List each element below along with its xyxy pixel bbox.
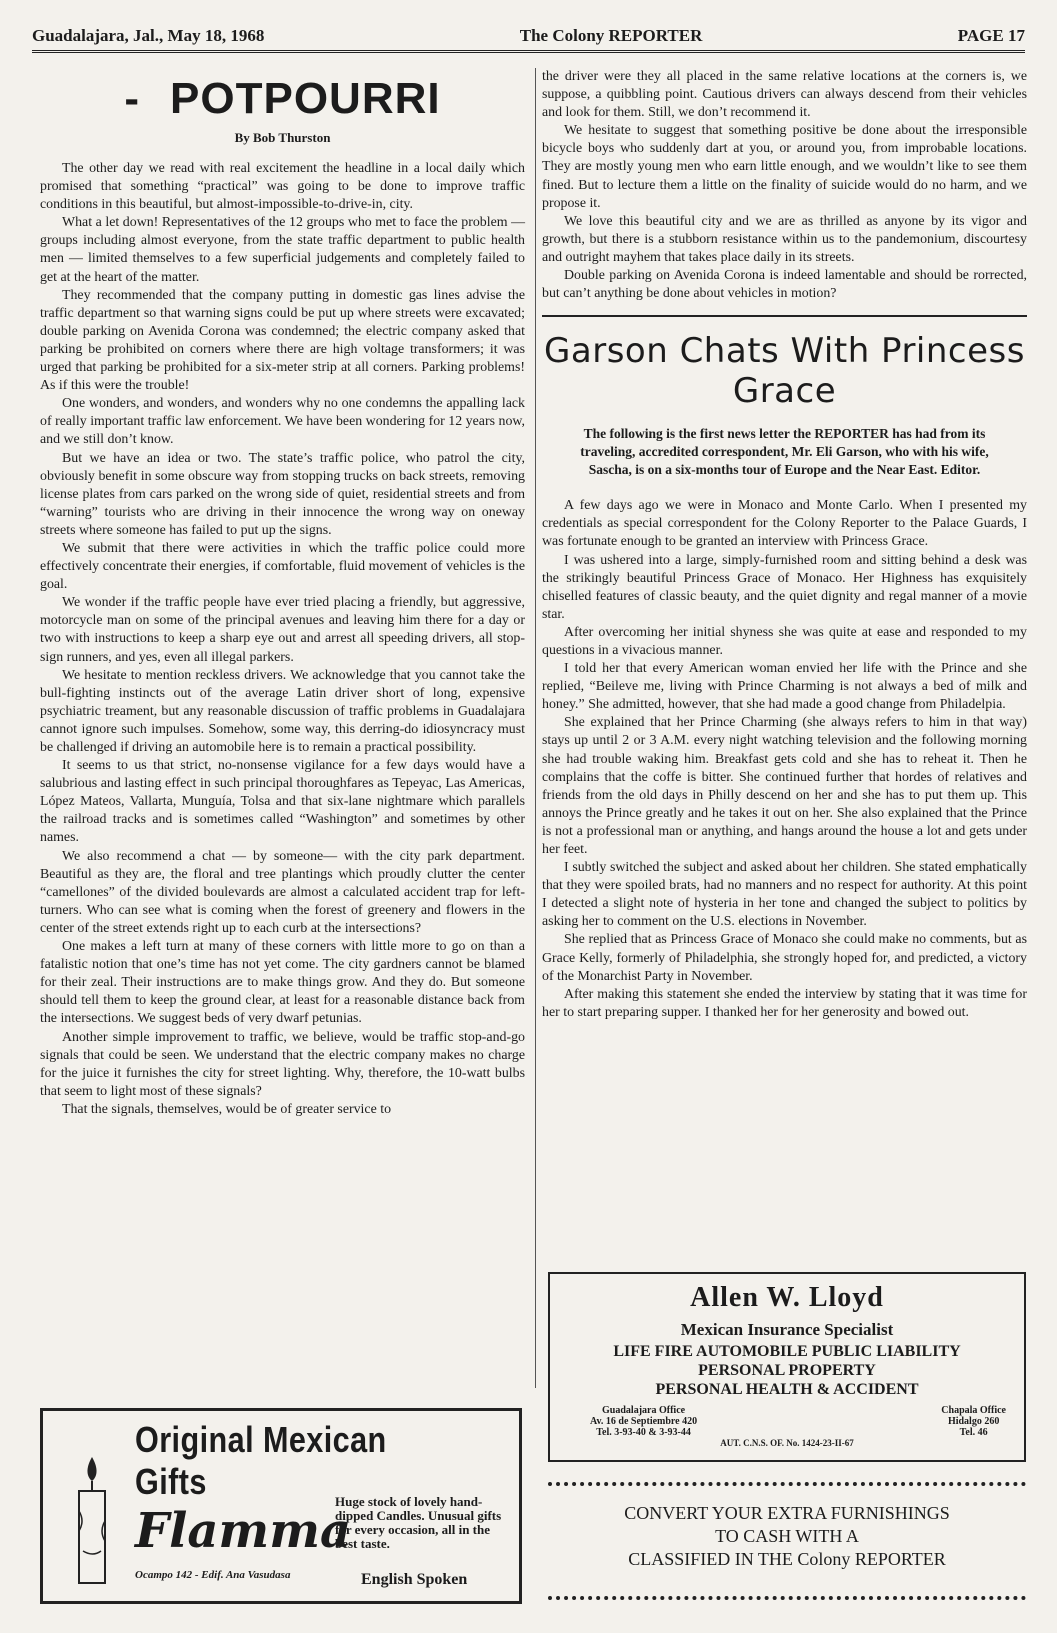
continued-paragraph: Double parking on Avenida Corona is indeed lamentable and should be rorrected, but can’t anything be done about vehicles in motion? (542, 268, 1027, 302)
article-paragraph: One wonders, and wonders, and wonders why no one condemns the appalling lack of really important traffic law enforcement. We have been wondering for 12 years now, and we still don’t know. (40, 396, 525, 448)
office-phone: Tel. 46 (959, 1427, 988, 1438)
garson-paragraph: I was ushered into a large, simply-furnished room and sitting behind a desk was the strikingly beautiful Princess Grace of Monaco. Her Highness has exquisitely chiselled features of classic beauty, and the quiet dignity and regal manner of a movie star. (542, 552, 1027, 622)
garson-paragraph: She replied that as Princess Grace of Monaco she could make no comments, but as Grace Kelly, formerly of Philadelphia, she strongly hoped for, and predicted, a victory of the Monarchist Party in November. (542, 932, 1027, 984)
gifts-ad (40, 1408, 522, 1604)
ad-offices (550, 1399, 1024, 1438)
ad-line: PERSONAL PROPERTY (698, 1362, 876, 1379)
garson-paragraph: She explained that her Prince Charming (she always refers to him in that way) stays up until 2 or 3 A.M. every night watching television and the following morning she had trouble waking him. Breakfast gets cold and she has to reheat it. Then he complains that the coffe is bitter. She continued further that hordes of relatives and friends from the old days in Philly descend on her and she has to put them up. This annoys the Prince greatly and he takes it out on her. She also explained that the Prince is not a professional man or anything, and hangs around the house a lot and gets under her feet. (542, 715, 1027, 857)
header-dateline: Guadalajara, Jal., May 18, 1968 (32, 26, 265, 45)
editor-note: The following is the first news letter the REPORTER has had from its traveling, accredited correspondent, Mr. Eli Garson, who with his wife, Sascha, is on a six-months tour of Europe and the Near East. Editor. (580, 426, 989, 478)
article-paragraph: Another simple improvement to traffic, we believe, would be traffic stop-and-go signals that could be seen. We understand that the electric company makes no charge for the juice it furnishes the city for street lighting. Why, therefore, the 10-watt bulbs that seem to light most of these signals? (40, 1029, 525, 1099)
article-paragraph: It seems to us that strict, no-nonsense vigilance for a few days would have a salubrious and lasting effect in such principal thoroughfares as Tepeyac, Las Americas, López Mateos, Vallarta, Munguía, Tolsa and that six-lane nightmare which parallels the railroad tracks and is sometimes called “Washington” and sometimes by other names. (40, 758, 525, 846)
classified-ad (548, 1482, 1026, 1600)
ad-name: Allen W. Lloyd (690, 1282, 884, 1313)
potpourri-headline (40, 74, 525, 124)
office-chapala (941, 1405, 1006, 1438)
gifts-english-spoken: English Spoken (361, 1571, 468, 1588)
article-paragraph: We wonder if the traffic people have ever tried placing a friendly, but aggressive, motorcycle man on some of the principal avenues and leaving him there for a day or two with instructions to keep a sharp eye out and arrest all speeding drivers, all stop-sign runners, and yes, even all illegal parkers. (40, 595, 525, 665)
article-paragraph: That the signals, themselves, would be of greater service to (62, 1101, 392, 1117)
classified-line: TO CASH WITH A (715, 1526, 859, 1546)
garson-paragraph: I subtly switched the subject and asked about her children. She stated emphatically that they were spoiled brats, had no manners and no respect for authority. At this point I detected a slight note of hysteria in her tone and changed the subject to politics by asking her to comment on the U.S. elections in November. (542, 860, 1027, 930)
gifts-title: Original Mexican Gifts (135, 1419, 387, 1502)
article-paragraph: What a let down! Representatives of the 12 groups who met to face the problem — groups including almost everyone, from the state traffic department to public health men — limited themselves to a few superficial judgements and completely failed to get at the heart of the matter. (40, 215, 525, 285)
insurance-ad (548, 1272, 1026, 1462)
headline-text: POTPOURRI (170, 74, 441, 123)
headline-dash: - (124, 74, 141, 123)
article-paragraph: One makes a left turn at many of these corners with little more to go on than a fatalistic notion that one’s time has not yet come. The city gardners cannot be blamed for their zeal. Their instructions are to make things grow. And they do. But someone should tell them to keep the ground clear, at least for a reasonable distance back from the intersections. We suggest beds of very dwarf petunias. (40, 939, 525, 1027)
header-masthead: The Colony REPORTER (519, 26, 703, 45)
article-paragraph: But we have an idea or two. The state’s traffic police, who patrol the city, obviously benefit in some obscure way from stopping trucks on back streets, removing license plates from cars parked on the wrong side of quiet, residential streets and from “warning” tourists who are driving in their innocence the wrong way on oneway streets where someone has failed to put up the signs. (40, 450, 525, 538)
garson-paragraph: After making this statement she ended the interview by stating that it was time for her to start preparing supper. I thanked her for her generosity and bowed out. (542, 986, 1027, 1020)
garson-headline: Garson Chats With Princess Grace (544, 331, 1025, 412)
office-address: Av. 16 de Septiembre 420 (590, 1416, 698, 1427)
page-header (32, 22, 1025, 53)
potpourri-column (40, 68, 536, 1388)
classified-line: CONVERT YOUR EXTRA FURNISHINGS (624, 1503, 950, 1523)
gifts-brand: Flamma (135, 1503, 352, 1559)
article-paragraph: They recommended that the company putting in domestic gas lines advise the traffic department so that warning signs could be put up where streets were excavated; double parking on Avenida Corona was condemned; the electric company asked that parking be prohibited on corners where there are high voltage transformers; it was urged that parking be prohibited for a six-meter strip at all corners. Parking problems! As if this were the trouble! (40, 287, 525, 394)
garson-paragraph: A few days ago we were in Monaco and Monte Carlo. When I presented my credentials as special correspondent for the Colony Reporter to the Palace Guards, I was fortunate enough to be granted an interview with Princess Grace. (542, 498, 1027, 550)
article-paragraph: The other day we read with real excitement the headline in a local daily which promised that something “practical” was going to be done to improve traffic conditions in this beautiful, but almost-impossible-to-drive-in, city. (40, 161, 525, 213)
article-paragraph: We also recommend a chat — by someone— with the city park department. Beautiful as they are, the floral and tree plantings which proudly clutter the center “camellones” of the divided boulevards are almost a calculated accident trap for left-turners. Who can see what is coming when the forest of greenery and flowers in the center of the street extends right up to each curb at the intersections? (40, 848, 525, 936)
ad-subtitle: Mexican Insurance Specialist (680, 1320, 894, 1339)
garson-paragraph: After overcoming her initial shyness she was quite at ease and responded to my questions in a vivacious manner. (542, 624, 1027, 658)
garson-paragraph: I told her that every American woman envied her life with the Prince and she replied, “Beileve me, living with Prince Charming is not always a bed of milk and honey.” She admitted, however, that she had made a good change from Philadelpia. (542, 661, 1027, 713)
office-address: Hidalgo 260 (947, 1416, 1000, 1427)
gifts-address: Ocampo 142 - Edif. Ana Vasudasa (135, 1569, 291, 1581)
gifts-description: Huge stock of lovely hand-dipped Candles. Unusual gifts for every occasion, all in the best taste. (335, 1494, 502, 1551)
continued-paragraph: We love this beautiful city and we are as thrilled as anyone by its vigor and growth, but there is a stubborn resistance within us to the pandemonium, discourtesy and outright mayhem that takes place daily in its streets. (542, 213, 1027, 265)
office-guadalajara (590, 1405, 697, 1438)
classified-line: CLASSIFIED IN THE Colony REPORTER (628, 1549, 946, 1569)
article-paragraph: We hesitate to mention reckless drivers. We acknowledge that you cannot take the bull-fighting instincts out of the average Latin driver short of long, expensive psychiatric treament, but any reasonable discussion of traffic problems in Guadalajara cannot ignore such impulses. Somehow, some way, this derring-do idiosyncracy must be challenged if driving an automobile here is to remain a practical possibility. (40, 667, 525, 755)
right-column (542, 68, 1027, 1022)
candle-icon (57, 1451, 127, 1591)
continued-paragraph: We hesitate to suggest that something positive be done about the irresponsible bicycle boys who suddenly dart at you, or around you, from improbable locations. They are mostly young men who earn little enough, and we wouldn’t like to see them fined. But to lecture them a little on the finality of suicide would do no harm, and we propose it. (542, 123, 1027, 211)
office-title: Chapala Office (941, 1405, 1006, 1416)
ad-authorization: AUT. C.N.S. OF. No. 1424-23-II-67 (720, 1438, 854, 1448)
article-paragraph: We submit that there were activities in which the traffic police could more effectively concentrate their energies, if comfortable, fluid movement of vehicles is the goal. (40, 540, 525, 593)
ad-line: LIFE FIRE AUTOMOBILE PUBLIC LIABILITY (613, 1343, 961, 1360)
office-phone: Tel. 3-93-40 & 3-93-44 (596, 1427, 691, 1438)
office-title: Guadalajara Office (602, 1405, 686, 1416)
header-page-number: PAGE 17 (957, 26, 1025, 45)
byline: By Bob Thurston (234, 130, 331, 145)
section-divider (542, 315, 1027, 317)
continued-paragraph: the driver were they all placed in the same relative locations at the corners is, we suppose, a quibbling point. Cautious drivers can always descend from their vehicles and look for them. Still, we don’t recommend it. (542, 69, 1027, 121)
ad-line: PERSONAL HEALTH & ACCIDENT (655, 1381, 919, 1398)
